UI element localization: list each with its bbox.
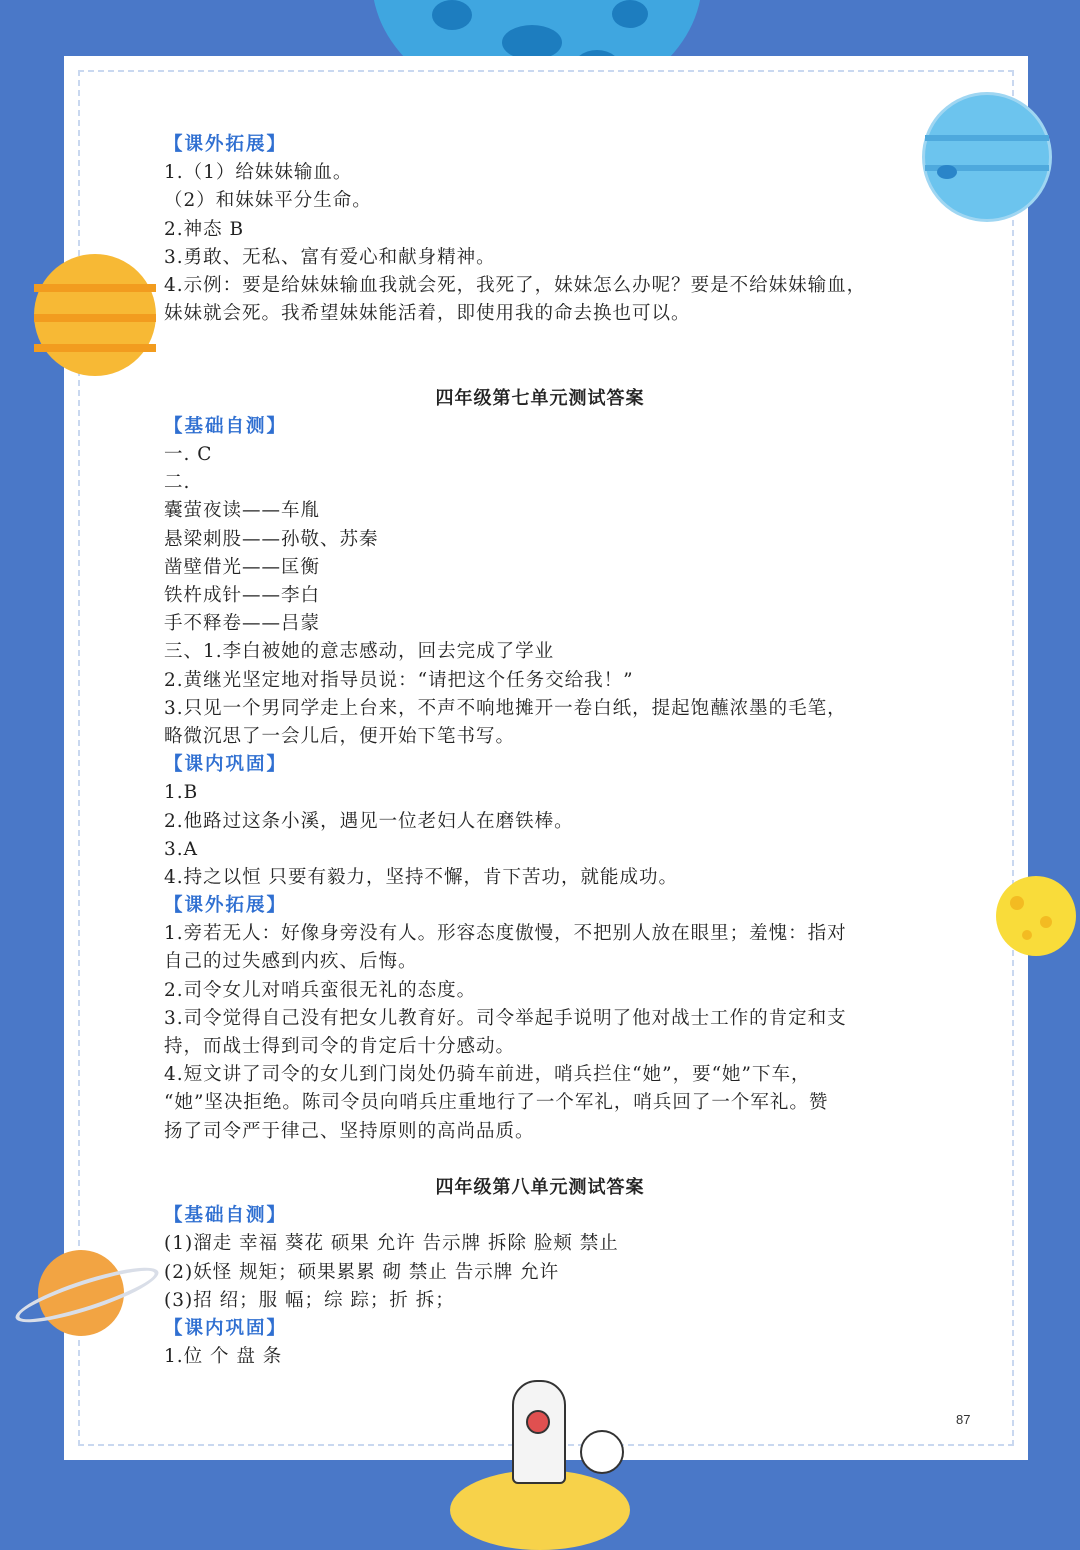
ringed-planet-decoration [12, 1240, 162, 1340]
yellow-moon-decoration [996, 876, 1076, 956]
answer-line: 1.B [164, 782, 199, 804]
answer-line: 2.神态 B [164, 218, 245, 240]
answer-line: 2.司令女儿对哨兵蛮很无礼的态度。 [164, 979, 477, 1001]
section-heading: 【课外拓展】 [164, 134, 288, 155]
answer-line: 4.短文讲了司令的女儿到门岗处仍骑车前进，哨兵拦住“她”，要“她”下车， [164, 1064, 811, 1086]
answer-line: 自己的过失感到内疚、后悔。 [164, 951, 418, 973]
answer-line: 3.司令觉得自己没有把女儿教育好。司令举起手说明了他对战士工作的肯定和支 [164, 1007, 847, 1029]
answer-line: 略微沉思了一会儿后，便开始下笔书写。 [164, 725, 516, 747]
spacer [164, 1146, 924, 1174]
spacer [164, 328, 924, 356]
answer-content [164, 131, 924, 1371]
answer-line: 3.A [164, 838, 199, 860]
answer-line: 2.他路过这条小溪，遇见一位老妇人在磨铁棒。 [164, 810, 574, 832]
answer-line: 二. [164, 472, 191, 494]
answer-line: 扬了司令严于律己、坚持原则的高尚品质。 [164, 1120, 535, 1142]
answer-line: 4.示例：要是给妹妹输血我就会死，我死了，妹妹怎么办呢？要是不给妹妹输血， [164, 274, 867, 296]
answer-line: (1)溜走 幸福 葵花 硕果 允许 告示牌 拆除 脸颊 禁止 [164, 1233, 619, 1255]
answer-line: 3.勇敢、无私、富有爱心和献身精神。 [164, 246, 496, 268]
rocket-illustration [440, 1370, 640, 1530]
blue-planet-decoration [922, 92, 1052, 222]
unit-title: 四年级第七单元测试答案 [435, 387, 645, 409]
answer-line: (2)妖怪 规矩；硕果累累 砌 禁止 告示牌 允许 [164, 1261, 560, 1283]
answer-line: 持，而战士得到司令的肯定后十分感动。 [164, 1036, 516, 1057]
answer-line: 悬梁刺股——孙敬、苏秦 [164, 528, 379, 550]
answer-line: 三、1.李白被她的意志感动，回去完成了学业 [164, 641, 555, 663]
section-heading: 【课外拓展】 [164, 895, 288, 917]
answer-line: 妹妹就会死。我希望妹妹能活着，即使用我的命去换也可以。 [164, 303, 691, 325]
answer-line: 4.持之以恒 只要有毅力，坚持不懈，肯下苦功，就能成功。 [164, 866, 679, 888]
answer-line: 2.黄继光坚定地对指导员说：“请把这个任务交给我！” [164, 669, 634, 691]
answer-line: 凿壁借光——匡衡 [164, 556, 321, 578]
answer-line: 1.（1）给妹妹输血。 [164, 162, 353, 184]
section-heading: 【课内巩固】 [164, 754, 288, 776]
answer-line: 1.位 个 盘 条 [164, 1346, 283, 1368]
spacer [164, 357, 924, 385]
answer-line: 一. C [164, 444, 213, 466]
answer-line: 囊萤夜读——车胤 [164, 500, 321, 522]
orange-planet-decoration [34, 254, 156, 376]
answer-line: （2）和妹妹平分生命。 [164, 190, 372, 212]
answer-line: (3)招 绍；服 幅；综 踪；折 拆； [164, 1289, 455, 1311]
section-heading: 【课内巩固】 [164, 1317, 288, 1339]
answer-line: 手不释卷——吕蒙 [164, 613, 321, 635]
section-heading: 【基础自测】 [164, 1205, 288, 1227]
answer-line: 铁杵成针——李白 [164, 585, 321, 606]
unit-title: 四年级第八单元测试答案 [435, 1176, 645, 1198]
answer-line: “她”坚决拒绝。陈司令员向哨兵庄重地行了一个军礼，哨兵回了一个军礼。赞 [164, 1092, 829, 1114]
page-number: 87 [956, 1412, 971, 1427]
answer-line: 1.旁若无人：好像身旁没有人。形容态度傲慢，不把别人放在眼里；羞愧：指对 [164, 923, 847, 945]
answer-line: 3.只见一个男同学走上台来，不声不响地摊开一卷白纸，提起饱蘸浓墨的毛笔， [164, 697, 847, 719]
section-heading: 【基础自测】 [164, 415, 288, 437]
